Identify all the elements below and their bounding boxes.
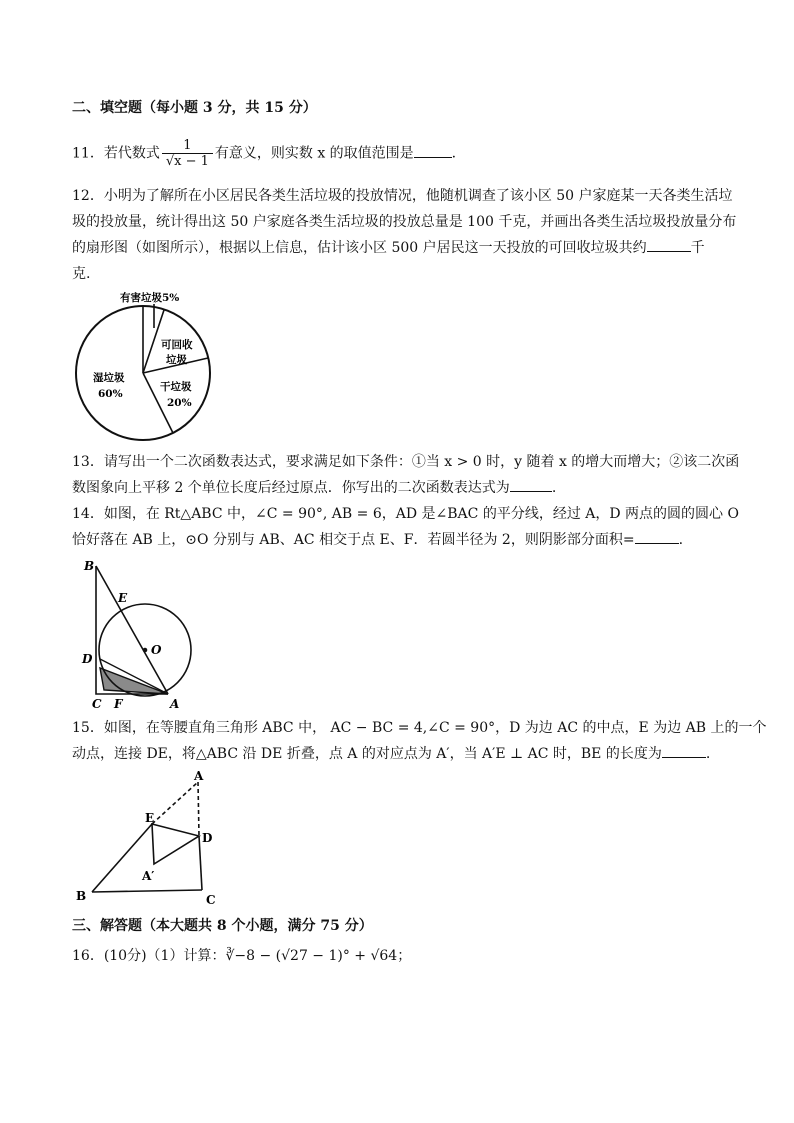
answer-blank <box>647 237 691 252</box>
label-dry-2: 20% <box>167 397 192 409</box>
q13-line-1: 13．请写出一个二次函数表达式，要求满足如下条件：①当 x > 0 时，y 随着 x 的增大而增大；②该二次函 <box>72 454 740 470</box>
center-o-dot <box>143 648 148 653</box>
label-c: C <box>206 893 216 907</box>
q15-line-2-end: . <box>705 746 711 762</box>
q11-end: . <box>451 145 457 162</box>
q11-prefix: 11．若代数式 <box>72 145 160 162</box>
q15-line-2 <box>72 742 710 766</box>
section-heading-fill-in: 二、填空题（每小题 3 分，共 15 分） <box>72 100 317 116</box>
q11-denominator: √x − 1 <box>162 153 213 169</box>
label-b: B <box>76 889 87 903</box>
geometry-figure-15 <box>70 768 230 908</box>
q14-line-2 <box>72 528 683 552</box>
label-recyclable-2: 垃圾 <box>166 354 187 366</box>
q14-line-2-text: 恰好落在 AB 上，⊙O 分别与 AB、AC 相交于点 E、F．若圆半径为 2，则阴影部分面积= <box>72 532 635 548</box>
label-d: D <box>202 831 213 845</box>
q12-line-3-end: 千 <box>690 240 705 256</box>
label-d: D <box>82 652 93 666</box>
q12-line-1: 12．小明为了解所在小区居民各类生活垃圾的投放情况，他随机调查了该小区 50 户家庭某一天各类生活垃 <box>72 188 733 204</box>
q12-line-2: 圾的投放量，统计得出这 50 户家庭各类生活垃圾的投放总量是 100 千克，并画出各类生活垃圾投放量分布 <box>72 214 737 230</box>
label-harmful: 有害垃圾5% <box>120 292 180 304</box>
q12-line-3-text: 的扇形图（如图所示），根据以上信息，估计该小区 500 户居民这一天投放的可回收垃圾共约 <box>72 240 647 256</box>
label-e: E <box>118 591 128 605</box>
question-11 <box>72 138 456 169</box>
q11-fraction <box>162 138 213 169</box>
q13-line-2-text: 数图象向上平移 2 个单位长度后经过原点．你写出的二次函数表达式为 <box>72 480 510 496</box>
label-c: C <box>92 697 102 711</box>
answer-blank <box>635 529 679 544</box>
q13-line-2-end: . <box>551 480 557 496</box>
label-wet-1: 湿垃圾 <box>93 372 125 384</box>
q12-line-3 <box>72 236 705 260</box>
geometry-figure-14 <box>78 556 228 712</box>
section-heading-solutions: 三、解答题（本大题共 8 个小题，满分 75 分） <box>72 918 373 934</box>
answer-blank <box>510 477 552 492</box>
q14-line-2-end: . <box>678 532 684 548</box>
label-a: A <box>170 697 180 711</box>
question-16: 16．(10分)（1）计算：∛−8 − (√27 − 1)° + √64； <box>72 948 412 964</box>
label-o: O <box>151 643 162 657</box>
segment-ea-dashed <box>152 782 198 824</box>
q11-numerator: 1 <box>183 138 192 153</box>
label-wet-2: 60% <box>98 388 123 400</box>
q12-line-4: 克. <box>72 266 91 282</box>
answer-blank <box>662 743 706 758</box>
q15-line-1: 15．如图，在等腰直角三角形 ABC 中， AC − BC = 4,∠C = 90°，D 为边 AC 的中点，E 为边 AB 上的一个 <box>72 720 767 736</box>
label-e: E <box>145 811 155 825</box>
label-dry-1: 干垃圾 <box>160 381 192 393</box>
q15-line-2-text: 动点，连接 DE，将△ABC 沿 DE 折叠，点 A 的对应点为 A′，当 A′E ⊥ AC 时，BE 的长度为 <box>72 746 662 762</box>
folded-triangle <box>152 824 199 864</box>
segment-bc <box>92 890 202 892</box>
label-f: F <box>114 697 123 711</box>
label-recyclable-1: 可回收 <box>161 339 193 351</box>
segment-ad-dashed <box>198 782 199 836</box>
q14-line-1: 14．如图，在 Rt△ABC 中，∠C = 90°, AB = 6，AD 是∠BAC 的平分线，经过 A，D 两点的圆的圆心 O <box>72 506 739 522</box>
pie-chart-figure <box>70 286 220 446</box>
label-a: A <box>194 769 204 783</box>
q13-line-2 <box>72 476 556 500</box>
label-a-prime: A′ <box>142 869 155 883</box>
answer-blank <box>414 143 452 158</box>
q11-suffix: 有意义，则实数 x 的取值范围是 <box>214 145 414 162</box>
label-b: B <box>84 559 95 573</box>
